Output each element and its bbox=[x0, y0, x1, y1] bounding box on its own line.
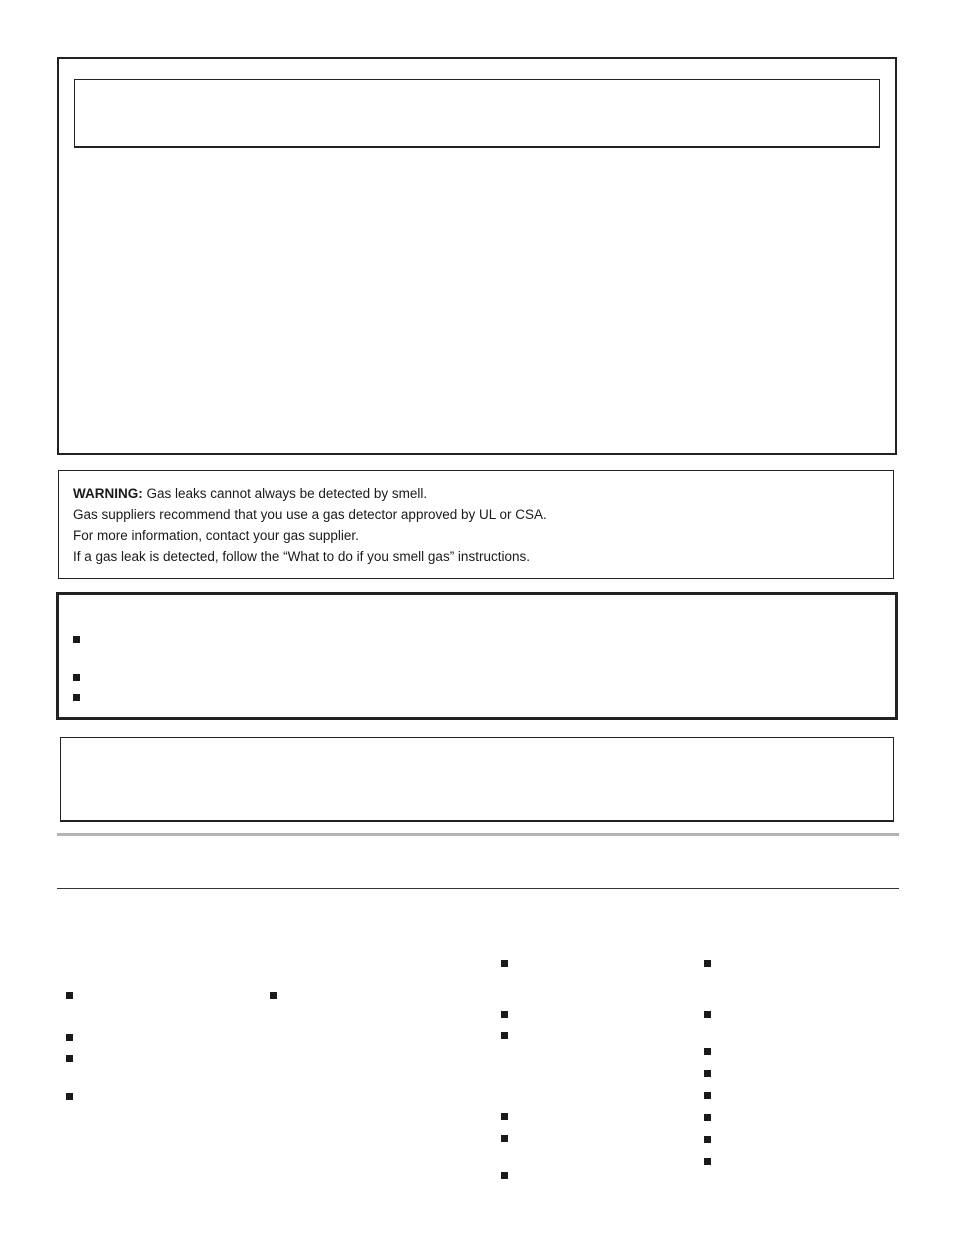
section-rule-thin bbox=[57, 888, 899, 889]
gas-warning-line-1 bbox=[73, 483, 547, 504]
bullet-marker bbox=[704, 1136, 711, 1143]
bullet-marker bbox=[73, 674, 80, 681]
note-box bbox=[60, 737, 894, 822]
section-rule-gray bbox=[57, 833, 899, 836]
warning-line-1-text: Gas leaks cannot always be detected by smell. bbox=[146, 486, 428, 501]
bullet-marker bbox=[704, 1092, 711, 1099]
bullet-marker bbox=[501, 960, 508, 967]
gas-warning-line-4: If a gas leak is detected, follow the “What to do if you smell gas” instructions. bbox=[73, 549, 530, 564]
bullet-marker bbox=[73, 636, 80, 643]
bullet-marker bbox=[704, 1048, 711, 1055]
gas-warning-line-2: Gas suppliers recommend that you use a gas detector approved by UL or CSA. bbox=[73, 507, 547, 522]
bullet-marker bbox=[704, 1011, 711, 1018]
bullet-marker bbox=[501, 1135, 508, 1142]
bullet-marker bbox=[704, 1114, 711, 1121]
bullet-marker bbox=[501, 1172, 508, 1179]
bullet-marker bbox=[501, 1011, 508, 1018]
bullet-marker bbox=[704, 1158, 711, 1165]
bullet-marker bbox=[66, 1093, 73, 1100]
safety-header-box bbox=[74, 79, 880, 148]
bullet-marker bbox=[66, 992, 73, 999]
bullet-marker bbox=[501, 1113, 508, 1120]
gas-warning-text bbox=[73, 483, 547, 567]
bullet-marker bbox=[704, 960, 711, 967]
bullet-marker bbox=[501, 1032, 508, 1039]
important-box bbox=[56, 592, 898, 720]
warning-label: WARNING: bbox=[73, 486, 143, 501]
bullet-marker bbox=[73, 694, 80, 701]
bullet-marker bbox=[270, 992, 277, 999]
gas-warning-line-3: For more information, contact your gas supplier. bbox=[73, 528, 359, 543]
bullet-marker bbox=[66, 1055, 73, 1062]
gas-warning-box bbox=[58, 470, 894, 579]
bullet-marker bbox=[66, 1034, 73, 1041]
bullet-marker bbox=[704, 1070, 711, 1077]
